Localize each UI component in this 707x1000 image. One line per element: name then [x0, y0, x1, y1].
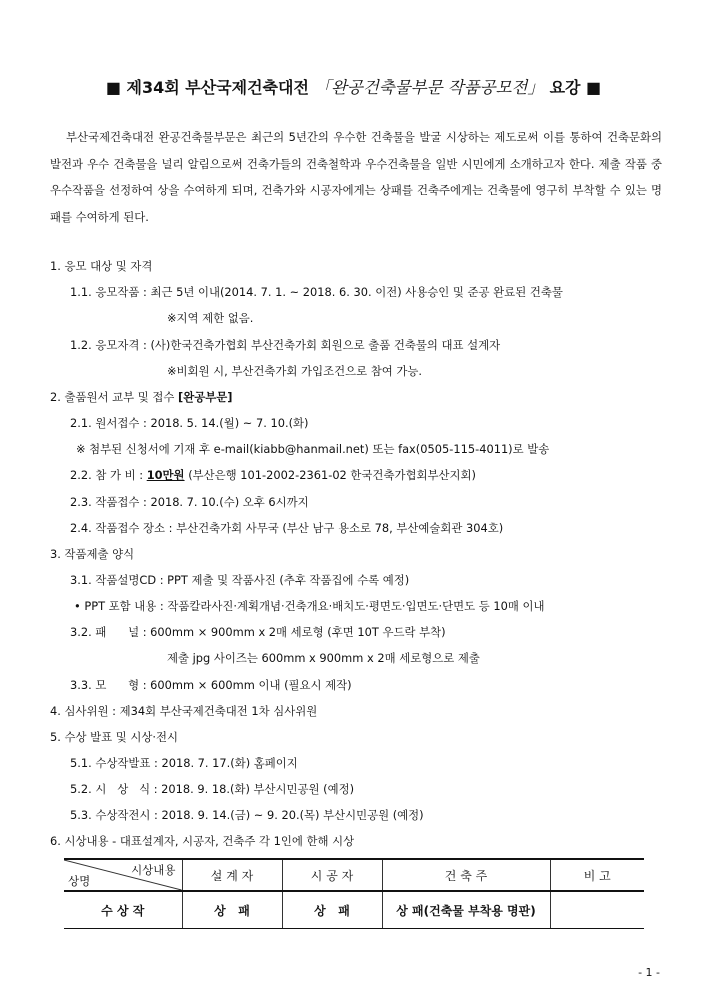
header-contractor: 시 공 자 — [282, 859, 382, 891]
header-owner: 건 축 주 — [382, 859, 550, 891]
row-contractor-prize: 상 패 — [282, 891, 382, 929]
section-1-1: 1.1. 응모작품 : 최근 5년 이내(2014. 7. 1. ~ 2018. 6. 30. 이전) 사용승인 및 준공 완료된 건축물 — [70, 285, 563, 299]
section-5-2: 5.2. 시 상 식 : 2018. 9. 18.(화) 부산시민공원 (예정) — [70, 782, 355, 796]
award-table-header — [64, 859, 644, 891]
section-3-3: 3.3. 모 형 : 600mm × 600mm 이내 (필요시 제작) — [70, 678, 352, 692]
section-2-note: ※ 첨부된 신청서에 기재 후 e-mail(kiabb@hanmail.net) 또는 fax(0505-115-4011)로 발송 — [76, 442, 550, 456]
section-3-bullet: • PPT 포함 내용 : 작품칼라사진·계획개념·건축개요·배치도·평면도·입면도·단면도 등 10매 이내 — [74, 599, 545, 613]
section-2-3: 2.3. 작품접수 : 2018. 7. 10.(수) 오후 6시까지 — [70, 495, 309, 509]
section-2-1: 2.1. 원서접수 : 2018. 5. 14.(월) ~ 7. 10.(화) — [70, 416, 309, 430]
row-designer-prize: 상 패 — [182, 891, 282, 929]
section-1-heading: 1. 응모 대상 및 자격 — [50, 259, 153, 273]
row-award-name: 수 상 작 — [64, 891, 182, 929]
header-designer: 설 계 자 — [182, 859, 282, 891]
section-3-2: 3.2. 패 널 : 600mm × 900mm x 2매 세로형 (후면 10T 우드락 부착) — [70, 625, 446, 639]
section-3-1: 3.1. 작품설명CD : PPT 제출 및 작품사진 (추후 작품집에 수록 예정) — [70, 573, 410, 587]
section-2-4: 2.4. 작품접수 장소 : 부산건축가회 사무국 (부산 남구 용소로 78, 부산예술회관 304호) — [70, 521, 504, 535]
section-3-2-note: 제출 jpg 사이즈는 600mm x 900mm x 2매 세로형으로 제출 — [167, 651, 480, 665]
section-2-heading-text: 2. 출품원서 교부 및 접수 — [50, 390, 175, 404]
section-3-heading: 3. 작품제출 양식 — [50, 547, 135, 561]
section-6: 6. 시상내용 - 대표설계자, 시공자, 건축주 각 1인에 한해 시상 — [50, 834, 355, 848]
diagonal-header-cell — [64, 859, 182, 891]
title-script: 「완공건축물부문 작품공모전」 — [314, 78, 544, 97]
title-suffix: 요강 ■ — [549, 78, 602, 97]
corner-bottom-label: 상명 — [68, 874, 91, 888]
section-2-heading-bold: [완공부문] — [178, 390, 233, 404]
section-1-2-note: ※비회원 시, 부산건축가회 가입조건으로 참여 가능. — [167, 364, 422, 378]
section-4: 4. 심사위원 : 제34회 부산국제건축대전 1차 심사위원 — [50, 704, 318, 718]
row-remarks — [550, 891, 644, 929]
row-owner-prize: 상 패(건축물 부착용 명판) — [382, 891, 550, 929]
award-table — [64, 858, 644, 929]
section-2-2-rest: (부산은행 101-2002-2361-02 한국건축가협회부산지회) — [188, 468, 476, 482]
header-remarks: 비 고 — [550, 859, 644, 891]
section-2-2 — [70, 467, 476, 483]
section-5-1: 5.1. 수상작발표 : 2018. 7. 17.(화) 홈페이지 — [70, 756, 298, 770]
section-1-1-note: ※지역 제한 없음. — [167, 311, 254, 325]
section-2-2-label: 2.2. 참 가 비 : — [70, 468, 144, 482]
section-2-2-fee: 10만원 — [146, 468, 185, 482]
title-prefix: ■ 제34회 부산국제건축대전 — [105, 78, 309, 97]
table-row — [64, 891, 644, 929]
corner-top-label: 시상내용 — [131, 863, 176, 877]
page-number: - 1 - — [638, 966, 660, 979]
intro-paragraph: 부산국제건축대전 완공건축물부문은 최근의 5년간의 우수한 건축물을 발굴 시상하는 제도로써 이를 통하여 건축문화의 발전과 우수 건축물을 널리 알림으로써 건축가들의 건축철학과 우수건축물을 일반 시민에게 소개하고자 한다. 제출 작품 중 우수작품을 선정하여 상을 수여하게 되며, 건축가와 시공자에게는 상패를 건축주에게는 건축물에 영구히 부착할 수 있는 명패를 수여하게 된다. — [50, 130, 662, 224]
section-5-heading: 5. 수상 발표 및 시상·전시 — [50, 730, 179, 744]
section-1-2: 1.2. 응모자격 : (사)한국건축가협회 부산건축가회 회원으로 출품 건축물의 대표 설계자 — [70, 338, 501, 352]
section-5-3: 5.3. 수상작전시 : 2018. 9. 14.(금) ~ 9. 20.(목) 부산시민공원 (예정) — [70, 808, 424, 822]
section-2-heading — [50, 389, 232, 405]
page-title — [0, 74, 707, 98]
